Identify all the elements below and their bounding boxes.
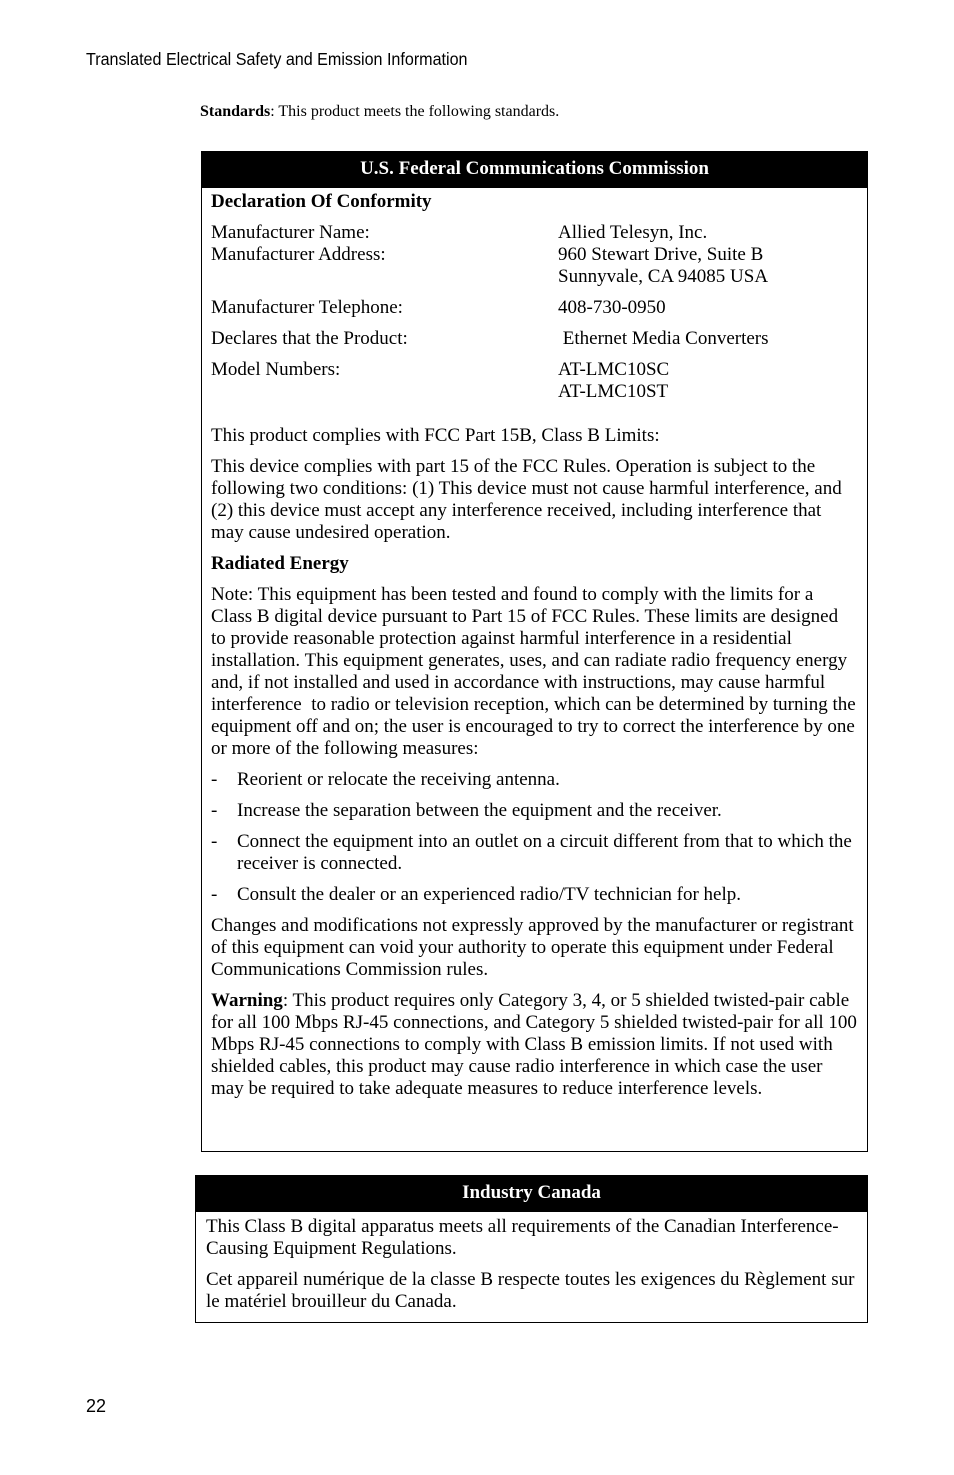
fcc-body [202,188,867,1100]
manufacturer-row [211,222,857,288]
fcc-title: U.S. Federal Communications Commission [202,152,867,188]
manufacturer-name-label: Manufacturer Name: [211,222,370,243]
telephone-value: 408-730-0950 [558,297,666,318]
telephone-label: Manufacturer Telephone: [211,297,403,318]
measure-text: Connect the equipment into an outlet on a circuit different from that to which the receiver is connected. [237,831,852,874]
product-label: Declares that the Product: [211,328,408,349]
industry-canada-body [196,1212,867,1313]
warning-label: Warning [211,990,283,1011]
fcc-box [201,151,868,1152]
measure-text: Consult the dealer or an experienced radio/TV technician for help. [237,884,742,905]
bullet-dash: - [211,800,218,821]
telephone-row [211,297,857,319]
radiated-energy-heading: Radiated Energy [211,553,349,574]
manufacturer-address-line1: 960 Stewart Drive, Suite B [558,244,764,265]
warning-paragraph [211,990,857,1100]
measure-text: Reorient or relocate the receiving antenna. [237,769,560,790]
industry-canada-title: Industry Canada [196,1176,867,1212]
warning-text: : This product requires only Category 3, 4, or 5 shielded twisted-pair cable for all 100 Mbps RJ-45 connections, and Category 5 shielded twisted-pair for all 100 Mbps RJ-45 connections to comply with Class B emission limits. If not used with shielded cables, this product may cause radio interference in which case the user may be required to take adequate measures to reduce interference levels. [211,990,857,1099]
declaration-heading: Declaration Of Conformity [211,191,432,212]
list-item [211,800,857,822]
manufacturer-address-label: Manufacturer Address: [211,244,386,265]
model-number: AT-LMC10ST [558,381,669,402]
bullet-dash: - [211,884,218,905]
note-text: Note: This equipment has been tested and found to comply with the limits for a Class B digital device pursuant to Part 15 of FCC Rules. These limits are designed to provide reasonable protection against harmful interference in a residential installation. This equipment generates, uses, and can radiate radio frequency energy and, if not installed and used in accordance with instructions, may cause harmful interference to radio or television reception, which can be determined by turning the equipment off and on; the user is encouraged to try to correct the interference by one or more of the following measures: [211,584,861,759]
product-value: Ethernet Media Converters [558,328,769,349]
changes-text: Changes and modifications not expressly approved by the manufacturer or registrant of this equipment can void your authority to operate this equipment under Federal Communications Commission rules. [211,915,854,980]
page-number: 22 [86,1396,107,1416]
industry-canada-box [195,1175,868,1323]
standards-text: : This product meets the following standards. [270,103,560,120]
model-number: AT-LMC10SC [558,359,670,380]
model-row [211,359,857,403]
bullet-dash: - [211,769,218,790]
standards-intro [200,103,559,121]
measure-text: Increase the separation between the equipment and the receiver. [237,800,722,821]
list-item [211,769,857,791]
manufacturer-name-value: Allied Telesyn, Inc. [558,222,708,243]
list-item [211,884,857,906]
industry-canada-english: This Class B digital apparatus meets all requirements of the Canadian Interference-Causing Equipment Regulations. [206,1216,839,1259]
model-label: Model Numbers: [211,359,341,380]
product-row [211,328,857,350]
running-header: Translated Electrical Safety and Emission Information [86,49,468,69]
part15-text: This device complies with part 15 of the FCC Rules. Operation is subject to the following two conditions: (1) This device must not cause harmful interference, and (2) this device must accept any interference received, including interference that may cause undesired operation. [211,456,842,543]
list-item [211,831,857,875]
manufacturer-address-line2: Sunnyvale, CA 94085 USA [558,266,769,287]
industry-canada-french: Cet appareil numérique de la classe B respecte toutes les exigences du Règlement sur le matériel brouilleur du Canada. [206,1269,855,1312]
complies-text: This product complies with FCC Part 15B, Class B Limits: [211,425,660,446]
standards-label: Standards [200,103,271,120]
bullet-dash: - [211,831,218,852]
